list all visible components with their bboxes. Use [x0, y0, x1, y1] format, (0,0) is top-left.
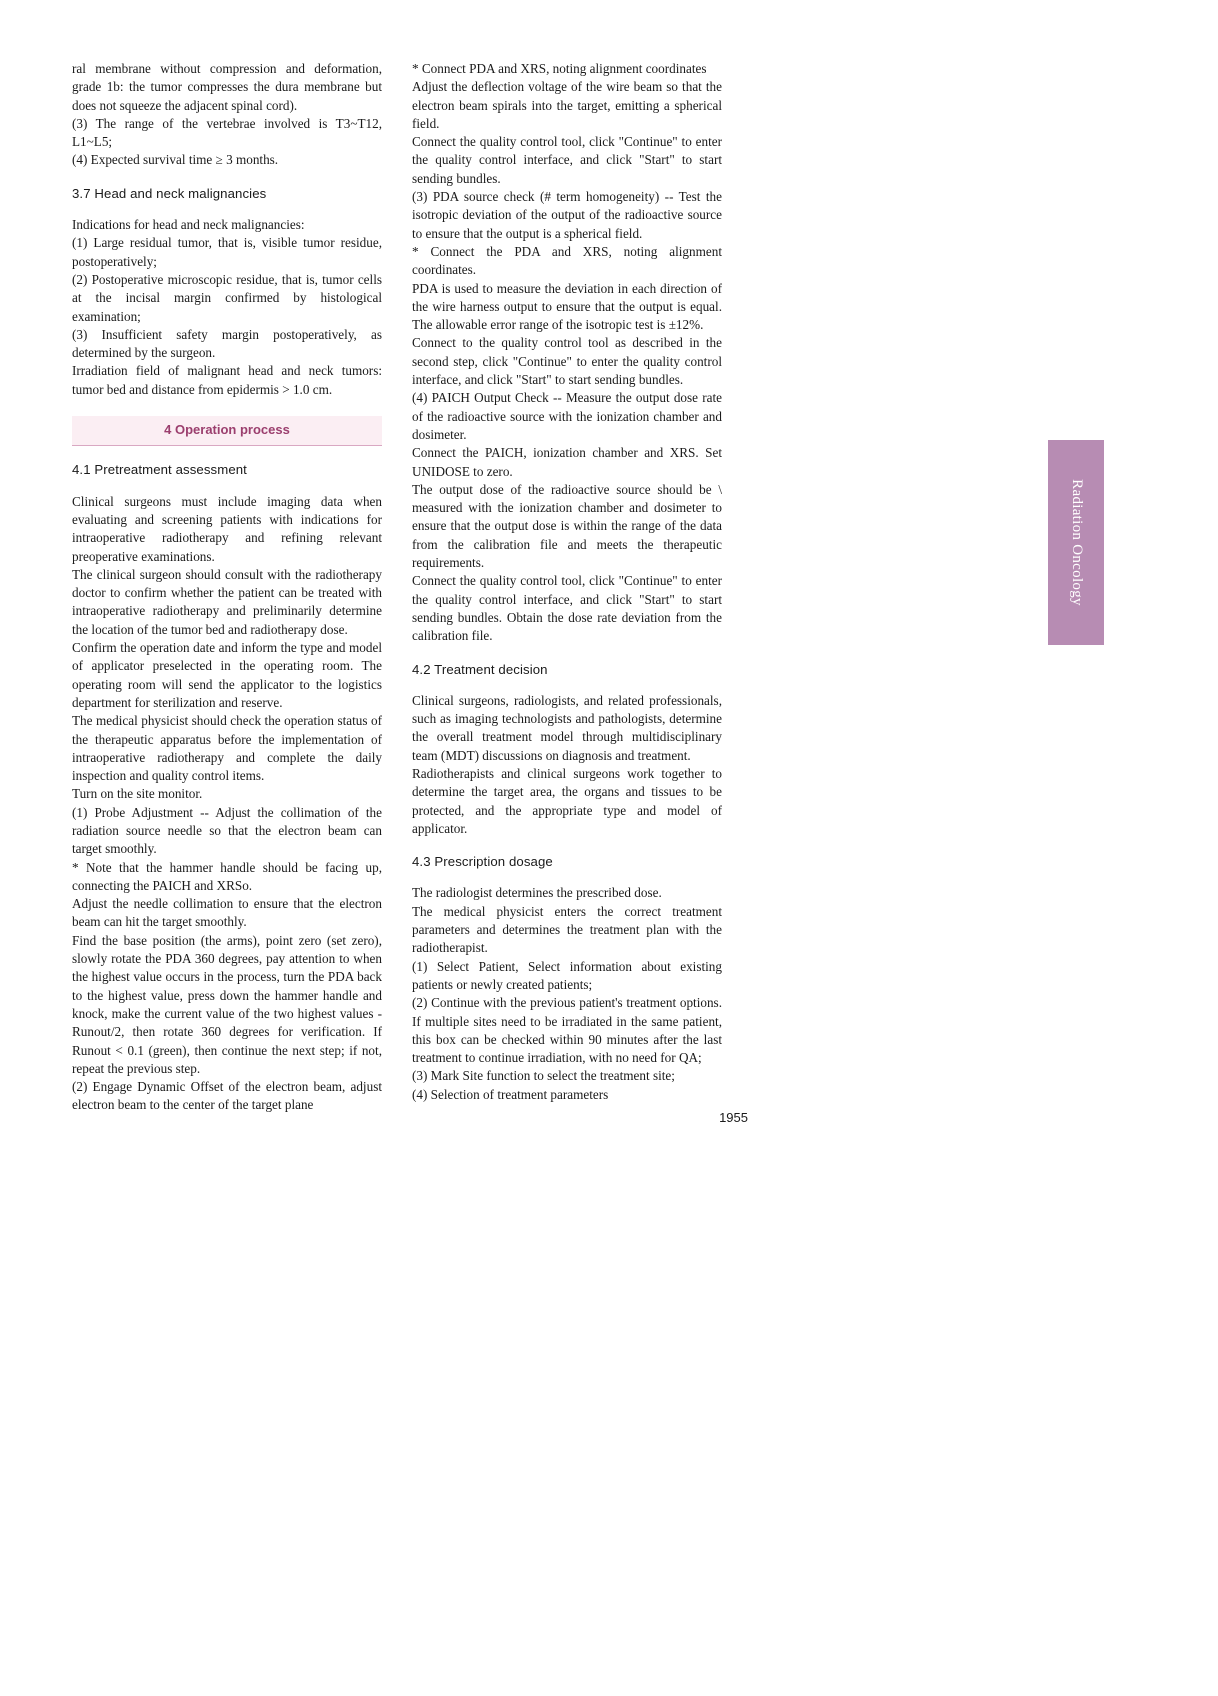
body-paragraph: * Connect the PDA and XRS, noting alignment coordinates. — [412, 243, 722, 278]
body-paragraph: (4) Expected survival time ≥ 3 months. — [72, 152, 279, 168]
section-heading-band: 4 Operation process — [72, 416, 382, 446]
body-paragraph: Clinical surgeons must include imaging data when evaluating and screening patients with indications for intraoperative radiotherapy and refining relevant preoperative examinations. — [72, 493, 382, 564]
body-paragraph: The clinical surgeon should consult with the radiotherapy doctor to confirm whether the patient can be treated with intraoperative radiotherapy and preliminarily determine the location of the tumor bed and radiotherapy dose. — [72, 566, 382, 637]
subsection-heading: 3.7 Head and neck malignancies — [72, 185, 267, 201]
body-paragraph: * Note that the hammer handle should be facing up, connecting the PAICH and XRSo. — [72, 859, 382, 893]
body-paragraph: (3) Mark Site function to select the treatment site; — [412, 1068, 675, 1084]
body-paragraph: Irradiation field of malignant head and neck tumors: tumor bed and distance from epidermis > 1.0 cm. — [72, 363, 382, 397]
body-paragraph: (1) Probe Adjustment -- Adjust the collimation of the radiation source needle so that the electron beam can target smoothly. — [72, 804, 382, 857]
body-paragraph: Indications for head and neck malignancies: — [72, 217, 305, 233]
subsection-heading: 4.2 Treatment decision — [412, 661, 548, 677]
body-paragraph: Connect the PAICH, ionization chamber and XRS. Set UNIDOSE to zero. — [412, 445, 722, 479]
body-paragraph: Adjust the deflection voltage of the wire beam so that the electron beam spirals into the target, emitting a spherical field. — [412, 79, 722, 131]
body-paragraph: Turn on the site monitor. — [72, 786, 203, 802]
body-paragraph: Connect to the quality control tool as described in the second step, click "Continue" to enter the quality control interface, and click "Start" to start sending bundles. — [412, 335, 722, 388]
body-paragraph: PDA is used to measure the deviation in each direction of the wire harness output to ensure that the output is equal. The allowable error range of the isotropic test is ±12%. — [412, 280, 722, 333]
body-paragraph: ral membrane without compression and deformation, grade 1b: the tumor compresses the dura membrane but does not squeeze the adjacent spinal cord). — [72, 61, 382, 113]
body-paragraph: The medical physicist enters the correct treatment parameters and determines the treatment plan with the radiotherapist. — [412, 903, 722, 956]
page-number: 1955 — [719, 1110, 748, 1125]
body-paragraph: Confirm the operation date and inform the type and model of applicator preselected in the operating room. The operating room will send the applicator to the logistics department for sterilization and reserve. — [72, 640, 382, 710]
body-paragraph: The radiologist determines the prescribed dose. — [412, 885, 662, 901]
right-text-column — [412, 60, 722, 1104]
body-paragraph: (2) Postoperative microscopic residue, that is, tumor cells at the incisal margin confirmed by histological examination; — [72, 271, 382, 324]
body-paragraph: The output dose of the radioactive source should be \ measured with the ionization chamber and dosimeter to ensure that the output dose is within the range of the data from the calibration file and meets the therapeutic requirements. — [412, 481, 722, 571]
body-paragraph: Connect the quality control tool, click "Continue" to enter the quality control interface, and click "Start" to start sending bundles. — [412, 134, 722, 186]
body-paragraph: (3) Insufficient safety margin postoperatively, as determined by the surgeon. — [72, 326, 382, 361]
body-paragraph: Find the base position (the arms), point zero (set zero), slowly rotate the PDA 360 degrees, pay attention to when the highest value occurs in the process, turn the PDA back to the highest value, press down the hammer handle and knock, make the current value of the two highest values -Runout/2, then rotate 360 degrees for verification. If Runout < 0.1 (green), then continue the next step; if not, repeat the previous step. — [72, 932, 382, 1076]
body-paragraph: Clinical surgeons, radiologists, and related professionals, such as imaging technologists and pathologists, determine the overall treatment model through multidisciplinary team (MDT) discussions on diagnosis and treatment. — [412, 692, 722, 763]
section-side-tab — [1048, 440, 1104, 645]
side-tab-label: Radiation Oncology — [1068, 479, 1085, 606]
body-paragraph: (3) PDA source check (# term homogeneity) -- Test the isotropic deviation of the output of the radioactive source to ensure that the output is a spherical field. — [412, 189, 722, 241]
body-paragraph: Adjust the needle collimation to ensure that the electron beam can hit the target smoothly. — [72, 896, 382, 930]
body-paragraph: The medical physicist should check the operation status of the therapeutic apparatus before the implementation of intraoperative radiotherapy and complete the daily inspection and quality control items. — [72, 713, 382, 784]
body-paragraph: (4) PAICH Output Check -- Measure the output dose rate of the radioactive source with the ionization chamber and dosimeter. — [412, 390, 722, 442]
body-paragraph: (1) Large residual tumor, that is, visible tumor residue, postoperatively; — [72, 235, 382, 269]
body-paragraph: (4) Selection of treatment parameters — [412, 1086, 609, 1102]
body-paragraph: (2) Continue with the previous patient's treatment options. If multiple sites need to be irradiated in the same patient, this box can be checked within 90 minutes after the last treatment to continue irradiation, with no need for QA; — [412, 995, 722, 1066]
body-paragraph: (1) Select Patient, Select information about existing patients or newly created patients; — [412, 958, 722, 992]
subsection-heading: 4.1 Pretreatment assessment — [72, 462, 247, 478]
left-text-column — [72, 60, 382, 1115]
subsection-heading: 4.3 Prescription dosage — [412, 854, 553, 870]
body-paragraph: (2) Engage Dynamic Offset of the electron beam, adjust electron beam to the center of the target plane — [72, 1079, 382, 1113]
body-paragraph: Connect the quality control tool, click "Continue" to enter the quality control interface, and click "Start" to start sending bundles. Obtain the dose rate deviation from the calibration file. — [412, 573, 722, 644]
body-paragraph: (3) The range of the vertebrae involved is T3~T12, L1~L5; — [72, 115, 382, 150]
body-paragraph: * Connect PDA and XRS, noting alignment coordinates — [412, 61, 707, 76]
body-paragraph: Radiotherapists and clinical surgeons work together to determine the target area, the organs and tissues to be protected, and the appropriate type and model of applicator. — [412, 765, 722, 836]
